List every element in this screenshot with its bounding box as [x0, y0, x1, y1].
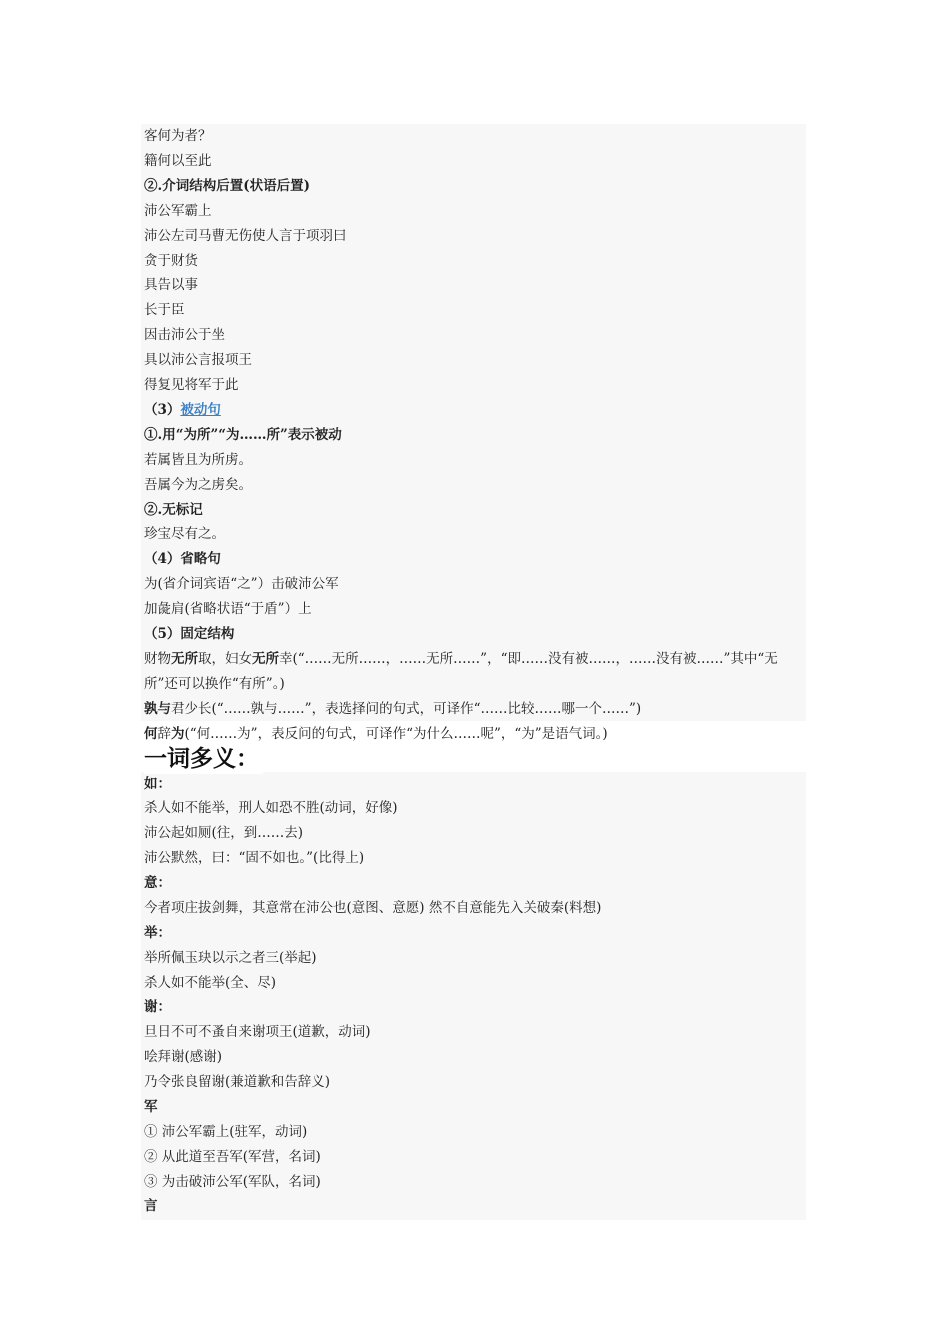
subsection-heading: ②.介词结构后置(状语后置)	[144, 178, 310, 194]
example-line: 沛公军霸上	[144, 203, 212, 219]
example-line: ③ 为击破沛公军(军队，名词)	[144, 1174, 321, 1190]
example-line: 沛公默然，曰：“固不如也。”(比得上)	[144, 850, 365, 866]
example-line: 具告以事	[144, 277, 198, 293]
example-line: 沛公起如厕(往，到……去)	[144, 825, 304, 841]
example-line: 举所佩玉玦以示之者三(举起)	[144, 950, 317, 966]
text-run: 君少长(“……孰与……”，表选择问的句式，可译作“……比较……哪一个……”)	[171, 701, 642, 717]
example-line: 杀人如不能举(全、尽)	[144, 975, 277, 991]
word-heading: 谢：	[144, 999, 171, 1015]
example-line: 籍何以至此	[144, 153, 212, 169]
example-line: 乃令张良留谢(兼道歉和告辞义)	[144, 1074, 331, 1090]
example-line: 因击沛公于坐	[144, 327, 225, 343]
text-run: 取，妇女	[198, 651, 252, 667]
example-line: 哙拜谢(感谢)	[144, 1049, 223, 1065]
keyword: 为	[171, 726, 185, 742]
keyword: 无所	[171, 651, 198, 667]
word-heading: 意：	[144, 875, 171, 891]
example-line: 为(省介词宾语“之”）击破沛公军	[144, 576, 339, 592]
subsection-heading: ①.用“为所”“为……所”表示被动	[144, 427, 342, 443]
example-line: 珍宝尽有之。	[144, 526, 225, 542]
subsection-heading: ②.无标记	[144, 502, 203, 518]
text-run: (“何……为”，表反问的句式，可译作“为什么……呢”，“为”是语气词。)	[184, 726, 608, 742]
word-heading: 军	[144, 1099, 158, 1115]
text-run: 财物	[144, 651, 171, 667]
word-heading: 举：	[144, 925, 171, 941]
word-heading: 如：	[144, 776, 171, 792]
section-heading-ellipsis: （4）省略句	[144, 551, 221, 567]
keyword: 无所	[252, 651, 279, 667]
example-line: 客何为者？	[144, 128, 212, 144]
passive-sentence-link[interactable]: 被动句	[180, 402, 221, 418]
word-heading: 言	[144, 1198, 158, 1214]
section-heading-passive	[144, 398, 804, 423]
example-line: 加彘肩(省略状语“于盾”）上	[144, 601, 312, 617]
example-line	[144, 697, 804, 722]
example-line: 今者项庄拔剑舞，其意常在沛公也(意图、意愿) 然不自意能先入关破秦(料想)	[144, 900, 602, 916]
example-paragraph	[144, 647, 804, 697]
example-line: 旦日不可不蚤自来谢项王(道歉，动词)	[144, 1024, 371, 1040]
text-run: 幸(“……无所……，……无所……”，“即……没有被……，……没有被……”其中“无所”还可以换作“有所”。)	[144, 651, 778, 692]
text-run: 辞	[157, 726, 171, 742]
section-heading-fixed-structure: （5）固定结构	[144, 626, 235, 642]
example-line: ② 从此道至吾军(军营，名词)	[144, 1149, 321, 1165]
example-line: 具以沛公言报项王	[144, 352, 252, 368]
polysemy-heading: 一词多义：	[144, 744, 263, 774]
keyword: 孰与	[144, 701, 171, 717]
example-line: 吾属今为之虏矣。	[144, 477, 252, 493]
example-line: 杀人如不能举，刑人如恐不胜(动词，好像)	[144, 800, 398, 816]
example-line: 得复见将军于此	[144, 377, 239, 393]
keyword: 何	[144, 726, 158, 742]
example-line: 长于臣	[144, 302, 185, 318]
section-number: （3）	[144, 402, 181, 418]
example-line: 贪于财货	[144, 253, 198, 269]
example-line: ① 沛公军霸上(驻军，动词)	[144, 1124, 308, 1140]
example-line: 沛公左司马曹无伤使人言于项羽曰	[144, 228, 347, 244]
example-line: 若属皆且为所虏。	[144, 452, 252, 468]
